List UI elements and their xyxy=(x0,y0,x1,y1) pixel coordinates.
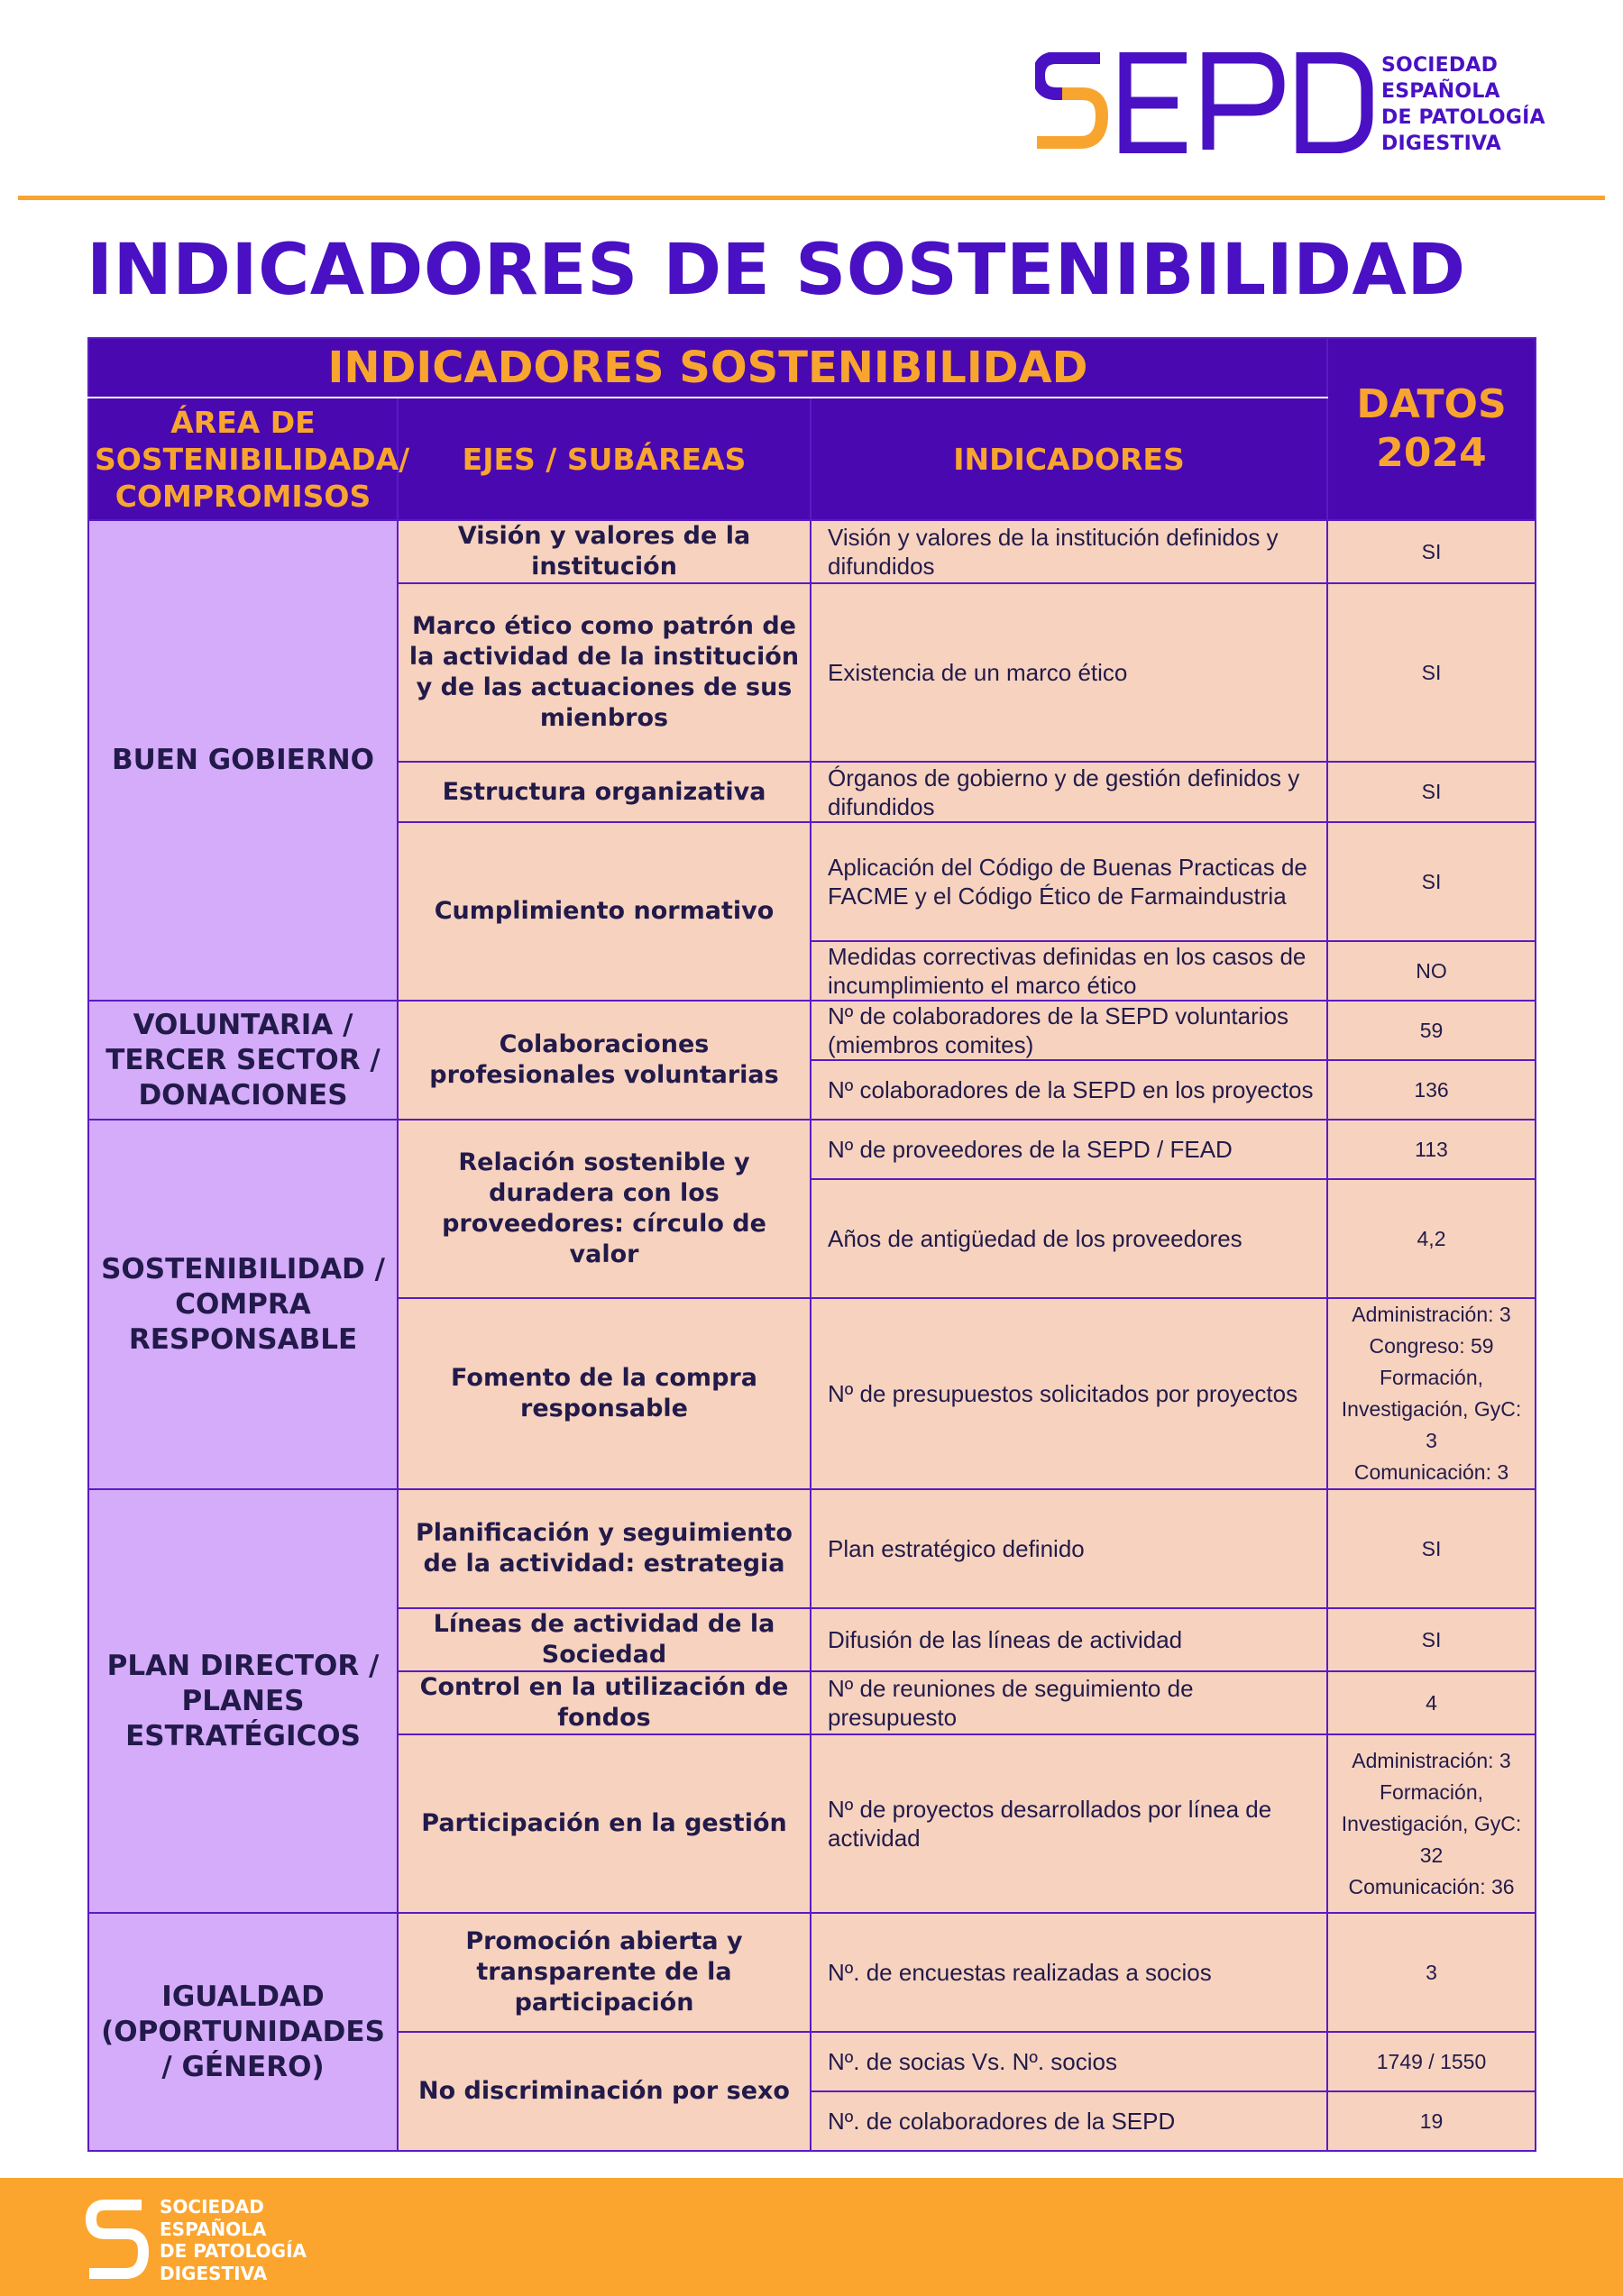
sepd-logo-text: SOCIEDAD ESPAÑOLA DE PATOLOGÍA DIGESTIVA xyxy=(1381,54,1545,155)
table-row xyxy=(88,1913,1536,2032)
table-row xyxy=(88,520,1536,583)
table-row xyxy=(88,1001,1536,1060)
indicator-cell: Existencia de un marco ético xyxy=(811,583,1327,762)
table-row xyxy=(88,1489,1536,1608)
sepd-logo-mark xyxy=(1035,52,1378,153)
indicator-cell: Difusión de las líneas de actividad xyxy=(811,1608,1327,1671)
indicator-cell: Nº de presupuestos solicitados por proyectos xyxy=(811,1298,1327,1489)
data-cell: 4,2 xyxy=(1327,1179,1536,1298)
eje-cell: No discriminación por sexo xyxy=(398,2032,811,2151)
table-row xyxy=(88,1120,1536,1179)
eje-cell: Cumplimiento normativo xyxy=(398,822,811,1001)
eje-cell: Planificación y seguimiento de la actividad: estrategia xyxy=(398,1489,811,1608)
indicator-cell: Nº. de encuestas realizadas a socios xyxy=(811,1913,1327,2032)
data-cell: Administración: 3 Formación, Investigación, GyC: 32 Comunicación: 36 xyxy=(1327,1734,1536,1913)
col-header-indicadores: INDICADORES xyxy=(811,398,1327,520)
indicator-cell: Nº de colaboradores de la SEPD voluntarios (miembros comites) xyxy=(811,1001,1327,1060)
data-cell: 3 xyxy=(1327,1913,1536,2032)
indicator-cell: Años de antigüedad de los proveedores xyxy=(811,1179,1327,1298)
indicators-table xyxy=(87,337,1536,2152)
indicator-cell: Aplicación del Código de Buenas Practicas de FACME y el Código Ético de Farmaindustria xyxy=(811,822,1327,941)
eje-cell: Colaboraciones profesionales voluntarias xyxy=(398,1001,811,1120)
sepd-logo xyxy=(1035,52,1545,155)
data-cell: 1749 / 1550 xyxy=(1327,2032,1536,2091)
col-header-area: ÁREA DE SOSTENIBILIDADA/ COMPROMISOS xyxy=(88,398,398,520)
area-cell: SOSTENIBILIDAD / COMPRA RESPONSABLE xyxy=(88,1120,398,1489)
data-cell: 19 xyxy=(1327,2091,1536,2151)
eje-cell: Visión y valores de la institución xyxy=(398,520,811,583)
footer-bar xyxy=(0,2178,1623,2296)
area-cell: PLAN DIRECTOR / PLANES ESTRATÉGICOS xyxy=(88,1489,398,1913)
data-cell: NO xyxy=(1327,941,1536,1001)
data-cell: 59 xyxy=(1327,1001,1536,1060)
indicator-cell: Nº de proveedores de la SEPD / FEAD xyxy=(811,1120,1327,1179)
eje-cell: Líneas de actividad de la Sociedad xyxy=(398,1608,811,1671)
area-cell: BUEN GOBIERNO xyxy=(88,520,398,1001)
indicator-cell: Órganos de gobierno y de gestión definidos y difundidos xyxy=(811,762,1327,822)
eje-cell: Fomento de la compra responsable xyxy=(398,1298,811,1489)
indicator-cell: Nº de proyectos desarrollados por línea de actividad xyxy=(811,1734,1327,1913)
data-cell: 4 xyxy=(1327,1671,1536,1734)
footer-logo-text: SOCIEDAD ESPAÑOLA DE PATOLOGÍA DIGESTIVA xyxy=(160,2196,307,2284)
area-cell: VOLUNTARIA / TERCER SECTOR / DONACIONES xyxy=(88,1001,398,1120)
data-cell: Administración: 3 Congreso: 59 Formación, Investigación, GyC: 3 Comunicación: 3 xyxy=(1327,1298,1536,1489)
indicator-cell: Nº. de colaboradores de la SEPD xyxy=(811,2091,1327,2151)
data-cell: SI xyxy=(1327,1489,1536,1608)
data-cell: SI xyxy=(1327,583,1536,762)
data-cell: SI xyxy=(1327,1608,1536,1671)
eje-cell: Relación sostenible y duradera con los proveedores: círculo de valor xyxy=(398,1120,811,1298)
header-divider xyxy=(18,196,1605,200)
table-main-header: INDICADORES SOSTENIBILIDAD xyxy=(88,338,1327,398)
page-title: INDICADORES DE SOSTENIBILIDAD xyxy=(87,230,1466,311)
area-cell: IGUALDAD (OPORTUNIDADES / GÉNERO) xyxy=(88,1913,398,2151)
col-header-datos: DATOS 2024 xyxy=(1327,338,1536,520)
data-cell: SI xyxy=(1327,520,1536,583)
eje-cell: Marco ético como patrón de la actividad de la institución y de las actuaciones de sus mienbros xyxy=(398,583,811,762)
indicator-cell: Nº de reuniones de seguimiento de presupuesto xyxy=(811,1671,1327,1734)
indicator-cell: Medidas correctivas definidas en los casos de incumplimiento el marco ético xyxy=(811,941,1327,1001)
data-cell: SI xyxy=(1327,762,1536,822)
indicator-cell: Visión y valores de la institución definidos y difundidos xyxy=(811,520,1327,583)
col-header-ejes: EJES / SUBÁREAS xyxy=(398,398,811,520)
eje-cell: Promoción abierta y transparente de la participación xyxy=(398,1913,811,2032)
data-cell: 113 xyxy=(1327,1120,1536,1179)
indicator-cell: Nº. de socias Vs. Nº. socios xyxy=(811,2032,1327,2091)
data-cell: SI xyxy=(1327,822,1536,941)
indicator-cell: Nº colaboradores de la SEPD en los proyectos xyxy=(811,1060,1327,1120)
footer-logo-icon xyxy=(86,2198,149,2281)
indicator-cell: Plan estratégico definido xyxy=(811,1489,1327,1608)
data-cell: 136 xyxy=(1327,1060,1536,1120)
eje-cell: Participación en la gestión xyxy=(398,1734,811,1913)
eje-cell: Estructura organizativa xyxy=(398,762,811,822)
eje-cell: Control en la utilización de fondos xyxy=(398,1671,811,1734)
